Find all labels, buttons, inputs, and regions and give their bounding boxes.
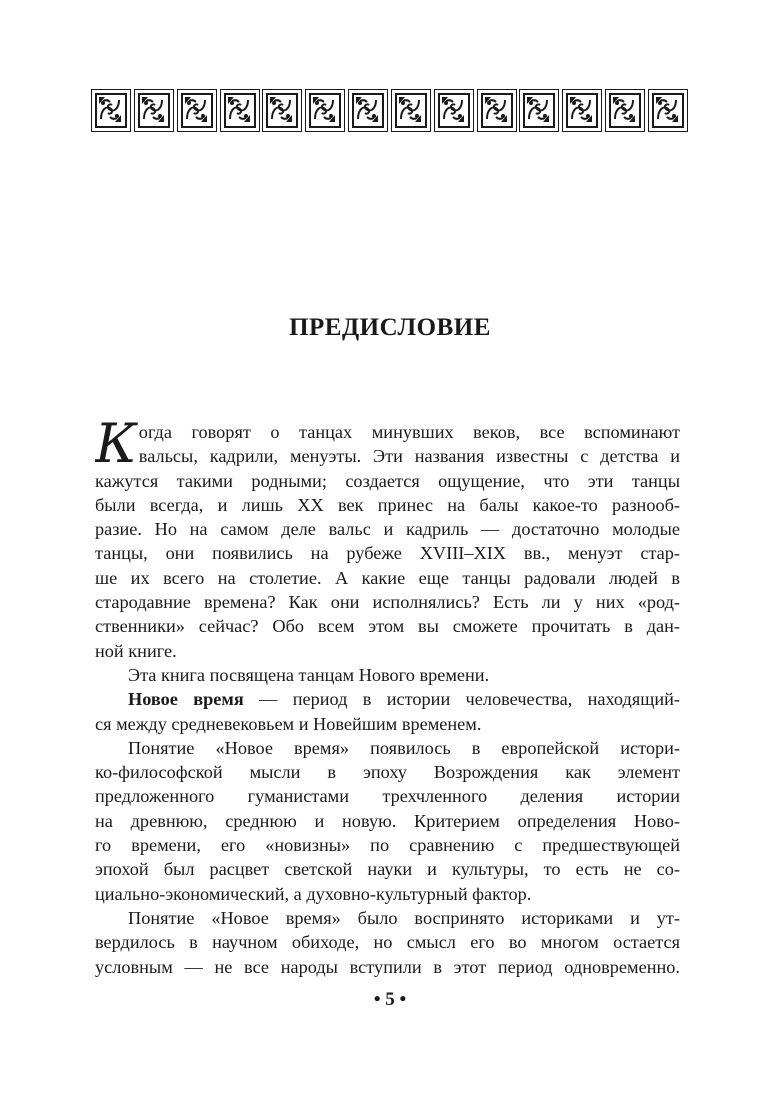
text-line: танцы, они появились на рубеже XVIII–XIX вв., менуэт стар- <box>95 543 680 564</box>
text-line: стародавние времена? Как они исполнялись? Есть ли у них «род- <box>95 592 680 613</box>
text-line: условным — не все народы вступили в этот период одновременно. <box>95 956 680 977</box>
text-line: кажутся такими родными; создается ощущение, что эти танцы <box>95 470 680 491</box>
scroll-ornament-icon <box>648 89 688 132</box>
page-title: ПРЕДИСЛОВИЕ <box>289 314 491 341</box>
text-line: ной книге. <box>95 640 177 661</box>
text-line: огда говорят о танцах минувших веков, все вспоминают <box>138 422 680 442</box>
text-line: Понятие «Новое время» было воспринято историками и ут- <box>128 907 680 928</box>
scroll-ornament-icon <box>177 89 217 132</box>
text-line: вердилось в научном обиходе, но смысл его во многом остается <box>95 932 680 953</box>
scroll-ornament-icon <box>91 89 131 132</box>
scroll-ornament-icon <box>134 89 174 132</box>
scroll-ornament-icon <box>434 89 474 132</box>
scroll-ornament-icon <box>605 89 645 132</box>
scroll-ornament-icon <box>348 89 388 132</box>
drop-cap: К <box>95 420 137 469</box>
text-line: ше их всего на столетие. А какие еще танцы радовали людей в <box>95 567 680 588</box>
scroll-ornament-icon <box>220 89 260 132</box>
scroll-ornament-icon <box>519 89 559 132</box>
scroll-ornament-icon <box>477 89 517 132</box>
text-line: Понятие «Новое время» появилось в европейской истори- <box>128 737 680 758</box>
text-line: го времени, его «новизны» по сравнению с предшествующей <box>95 835 680 856</box>
text-line: циально-экономический, а духовно-культурный фактор. <box>95 883 532 904</box>
text-line: были всегда, и лишь XX век принес на балы какое-то разнооб- <box>95 494 680 515</box>
paragraph-3-line <box>95 687 680 711</box>
page-number: • 5 • <box>373 989 407 1010</box>
scroll-ornament-icon <box>305 89 345 132</box>
text-line: вальсы, кадрили, менуэты. Эти названия известны с детства и <box>138 446 680 467</box>
paragraph-1-start <box>95 420 680 469</box>
text-line: разие. Но на самом деле вальс и кадриль — достаточно молодые <box>95 519 680 540</box>
text-line: ственники» сейчас? Обо всем этом вы сможете прочитать в дан- <box>95 616 680 637</box>
text-line: ся между средневековьем и Новейшим временем. <box>95 713 482 734</box>
paragraph-2: Эта книга посвящена танцам Нового времени. <box>128 664 490 685</box>
scroll-ornament-icon <box>262 89 302 132</box>
header-ornament-band <box>91 89 688 134</box>
term-bold: Новое время <box>128 689 244 710</box>
text-line: предложенного гуманистами трехчленного деления истории <box>95 786 680 807</box>
scroll-ornament-icon <box>391 89 431 132</box>
preface-text <box>95 420 680 979</box>
text-line: на древнюю, среднюю и новую. Критерием определения Ново- <box>95 810 680 831</box>
text-fragment: — период в истории человечества, находящий- <box>243 689 680 710</box>
text-line: ко-философской мысли в эпоху Возрождения как элемент <box>95 762 680 783</box>
text-line: эпохой был расцвет светской науки и культуры, то есть не со- <box>95 859 680 880</box>
scroll-ornament-icon <box>562 89 602 132</box>
